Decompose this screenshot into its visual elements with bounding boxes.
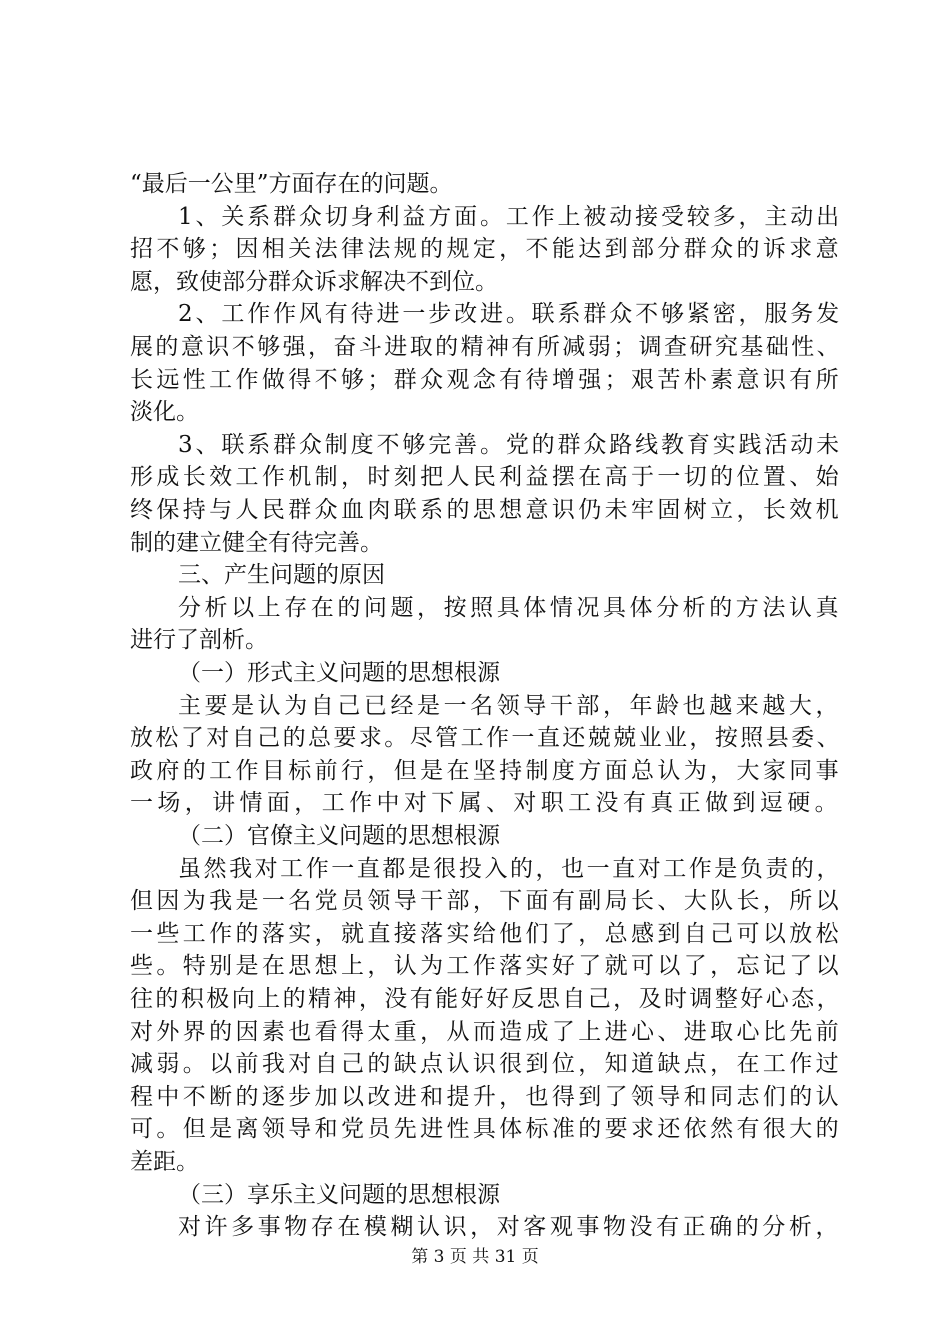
text-line: 分析以上存在的问题，按照具体情况具体分析的方法认真 (178, 594, 842, 621)
text-line: 放松了对自己的总要求。尽管工作一直还兢兢业业，按照县委、 (130, 725, 842, 752)
text-line: 一场，讲情面，工作中对下属、对职工没有真正做到逗硬。 (130, 790, 842, 817)
text-line: 政府的工作目标前行，但是在坚持制度方面总认为，大家同事 (130, 757, 842, 784)
subsection-heading: （一）形式主义问题的思想根源 (178, 660, 500, 686)
text-line: 往的积极向上的精神，没有能好好反思自己，及时调整好心态， (130, 986, 842, 1012)
text-line: 3、联系群众制度不够完善。党的群众路线教育实践活动未 (178, 431, 842, 458)
text-line: 可。但是离领导和党员先进性具体标准的要求还依然有很大的 (130, 1116, 842, 1143)
text-line: 进行了剖析。 (130, 627, 268, 654)
text-line: 1、关系群众切身利益方面。工作上被动接受较多，主动出 (178, 203, 842, 230)
text-line: 但因为我是一名党员领导干部，下面有副局长、大队长，所以 (130, 888, 842, 915)
subsection-heading: （三）享乐主义问题的思想根源 (178, 1181, 500, 1208)
text-line: 制的建立健全有待完善。 (130, 529, 383, 556)
subsection-heading: （二）官僚主义问题的思想根源 (178, 823, 500, 849)
text-line: 虽然我对工作一直都是很投入的，也一直对工作是负责的， (178, 855, 842, 882)
text-line: 2、工作作风有待进一步改进。联系群众不够紧密，服务发 (178, 301, 842, 328)
text-line: 一些工作的落实，就直接落实给他们了，总感到自己可以放松 (130, 920, 842, 947)
text-line: 对许多事物存在模糊认识，对客观事物没有正确的分析， (178, 1214, 842, 1241)
text-line: 对外界的因素也看得太重，从而造成了上进心、进取心比先前 (130, 1018, 842, 1045)
section-heading: 三、产生问题的原因 (178, 562, 385, 589)
text-line: 展的意识不够强，奋斗进取的精神有所减弱；调查研究基础性、 (130, 334, 842, 360)
text-line: 程中不断的逐步加以改进和提升，也得到了领导和同志们的认 (130, 1083, 842, 1110)
text-line: 淡化。 (130, 399, 199, 426)
text-line: 主要是认为自己已经是一名领导干部，年龄也越来越大， (178, 692, 842, 719)
text-line: 些。特别是在思想上，认为工作落实好了就可以了，忘记了以 (130, 953, 842, 980)
text-line: 形成长效工作机制，时刻把人民利益摆在高于一切的位置、始 (130, 464, 842, 491)
text-line: 终保持与人民群众血肉联系的思想意识仍未牢固树立，长效机 (130, 497, 842, 523)
text-line: 长远性工作做得不够；群众观念有待增强；艰苦朴素意识有所 (130, 366, 842, 393)
text-line: 愿，致使部分群众诉求解决不到位。 (130, 268, 498, 295)
text-line: “最后一公里”方面存在的问题。 (130, 171, 453, 197)
text-line: 招不够；因相关法律法规的规定，不能达到部分群众的诉求意 (130, 236, 842, 263)
text-line: 减弱。以前我对自己的缺点认识很到位，知道缺点，在工作过 (130, 1051, 842, 1078)
text-line: 差距。 (130, 1149, 199, 1175)
page-footer: 第 3 页 共 31 页 (411, 1247, 539, 1267)
